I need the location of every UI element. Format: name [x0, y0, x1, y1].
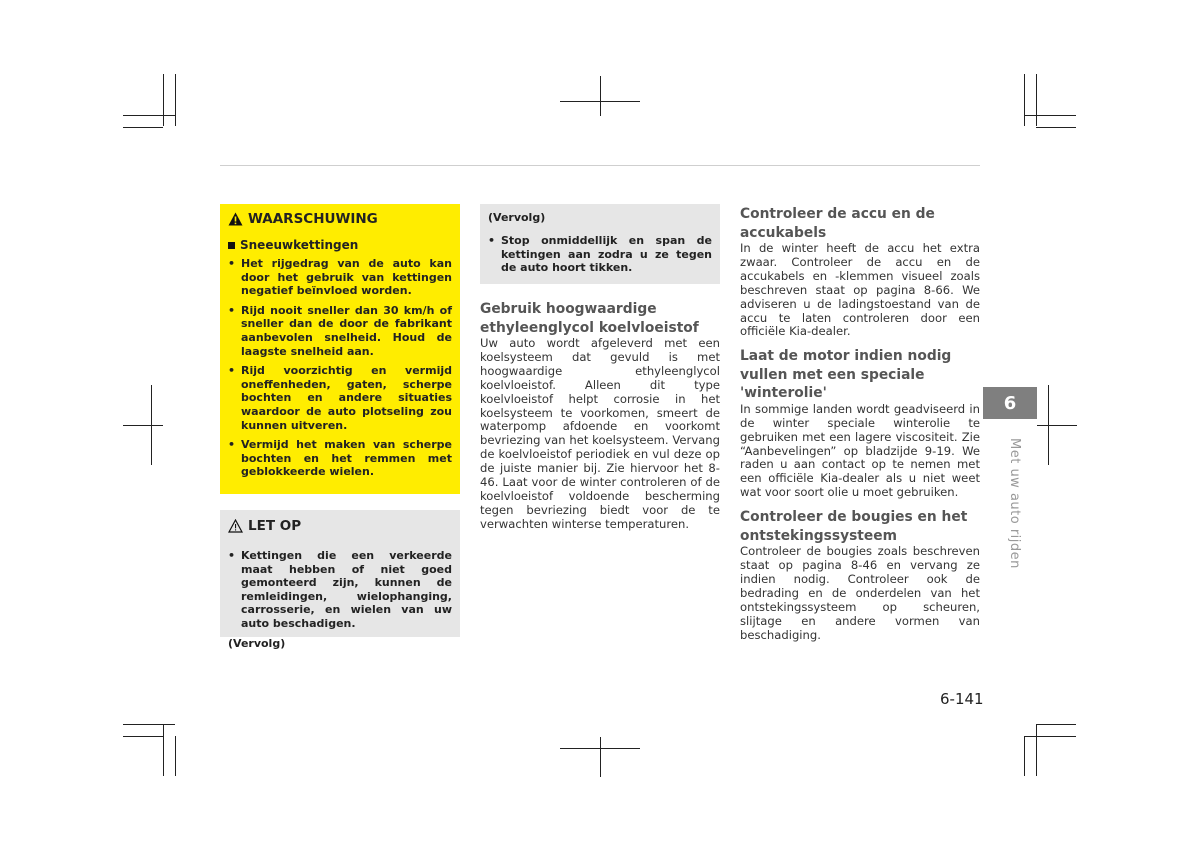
caution-box — [220, 510, 460, 650]
crop-mark — [163, 74, 164, 126]
crop-mark — [1024, 74, 1025, 126]
warning-box — [220, 204, 460, 494]
crop-mark — [1024, 736, 1076, 737]
crop-mark — [1036, 724, 1076, 725]
battery-body: In de winter heeft de accu het extra zwaar. Controleer de accu en de accukabels en -klemmen visueel zoals beschreven staat op pagina 8-66. We adviseren u de ladingstoestand van de accu te laten controleren door een officiële Kia-dealer. — [740, 241, 980, 339]
header-rule — [220, 165, 980, 166]
caution-triangle-icon — [228, 519, 243, 533]
crop-mark — [151, 385, 152, 465]
coolant-section — [480, 300, 720, 540]
caution-bullet-list — [228, 549, 452, 631]
coolant-body: Uw auto wordt afgeleverd met een koelsysteem dat gevuld is met hoogwaardige ethyleenglycol koelvloeistof. Alleen dit type koelvloeistof helpt corrosie in het koelsysteem te voorkomen, smeert de waterpomp afdoende en voorkomt bevriezing van het koelsysteem. Vervang de koelvloeistof periodiek en vul deze op de juiste manier bij. Zie hiervoor het 8-46. Laat voor de winter controleren of de koelvloeistof voldoende bescherming tegen bevriezing biedt voor de te verwachten winterse temperaturen. — [480, 336, 720, 531]
chapter-label: Met uw auto rijden — [1007, 438, 1022, 569]
crop-mark — [123, 127, 163, 128]
crop-mark — [1024, 736, 1025, 776]
page-number: 6-141 — [940, 690, 984, 708]
oil-heading: Laat de motor indien nodig vullen met een speciale 'winterolie' — [740, 348, 952, 402]
square-bullet-icon — [228, 242, 235, 249]
crop-mark — [1036, 127, 1076, 128]
coolant-heading: Gebruik hoogwaardige ethyleenglycol koelvloeistof — [480, 301, 699, 336]
list-item: • Vermijd het maken van scherpe bochten en het remmen met geblokkeerde wielen. — [228, 438, 452, 479]
caution-title — [228, 517, 452, 535]
crop-mark — [123, 425, 163, 426]
list-item: • Rijd voorzichtig en vermijd oneffenheden, gaten, scherpe bochten en andere situaties waardoor de auto plotseling zou kunnen uitveren. — [228, 364, 452, 432]
warning-triangle-icon — [228, 212, 243, 226]
continued-box — [480, 204, 720, 284]
crop-mark — [1048, 385, 1049, 465]
crop-mark — [163, 724, 164, 776]
caution-title-text: LET OP — [248, 518, 302, 534]
chapter-tab: 6 — [983, 387, 1037, 419]
warning-title-text: WAARSCHUWING — [248, 211, 378, 227]
crop-mark — [175, 74, 176, 126]
list-item: • Kettingen die een verkeerde maat hebben of niet goed gemonteerd zijn, kunnen de remleidingen, wielophanging, carrosserie, en wielen van uw auto beschadigen. — [228, 549, 452, 631]
warning-subheading — [228, 238, 452, 252]
warning-title — [228, 210, 452, 228]
crop-mark — [600, 76, 601, 116]
crop-mark — [175, 736, 176, 776]
list-item: • Stop onmiddellijk en span de kettingen aan zodra u ze tegen de auto hoort tikken. — [488, 234, 712, 275]
crop-mark — [1024, 115, 1076, 116]
warning-subheading-text: Sneeuwkettingen — [240, 238, 359, 252]
oil-body: In sommige landen wordt geadviseerd in de winter speciale winterolie te gebruiken met een lagere viscositeit. Zie “Aanbevelingen” op bladzijde 9-19. We raden u aan contact op te nemen met een officiële Kia-dealer als u niet weet wat voor soort olie u moet gebruiken. — [740, 401, 980, 500]
caution-continued-label: (Vervolg) — [228, 636, 286, 650]
plugs-heading: Controleer de bougies en het ontstekingssysteem — [740, 509, 968, 544]
crop-mark — [600, 737, 601, 777]
battery-heading: Controleer de accu en de accukabels — [740, 206, 935, 241]
list-item: • Het rijgedrag van de auto kan door het gebruik van kettingen negatief beïnvloed worden. — [228, 257, 452, 298]
right-column — [740, 205, 980, 651]
crop-mark — [1036, 724, 1037, 776]
crop-mark — [1036, 74, 1037, 126]
list-item: • Rijd nooit sneller dan 30 km/h of sneller dan de door de fabrikant aanbevolen snelheid. Houd de laagste snelheid aan. — [228, 304, 452, 358]
continued-bullet-list — [488, 234, 712, 275]
crop-mark — [123, 115, 175, 116]
continued-label: (Vervolg) — [488, 211, 546, 224]
plugs-body: Controleer de bougies zoals beschreven staat op pagina 8-46 en vervang ze indien nodig. Controleer ook de bedrading en de onderdelen van het ontstekingssysteem op scheuren, slijtage en andere vormen van beschadiging. — [740, 544, 980, 642]
crop-mark — [1037, 425, 1077, 426]
crop-mark — [123, 736, 163, 737]
crop-mark — [123, 724, 175, 725]
warning-bullet-list — [228, 257, 452, 479]
